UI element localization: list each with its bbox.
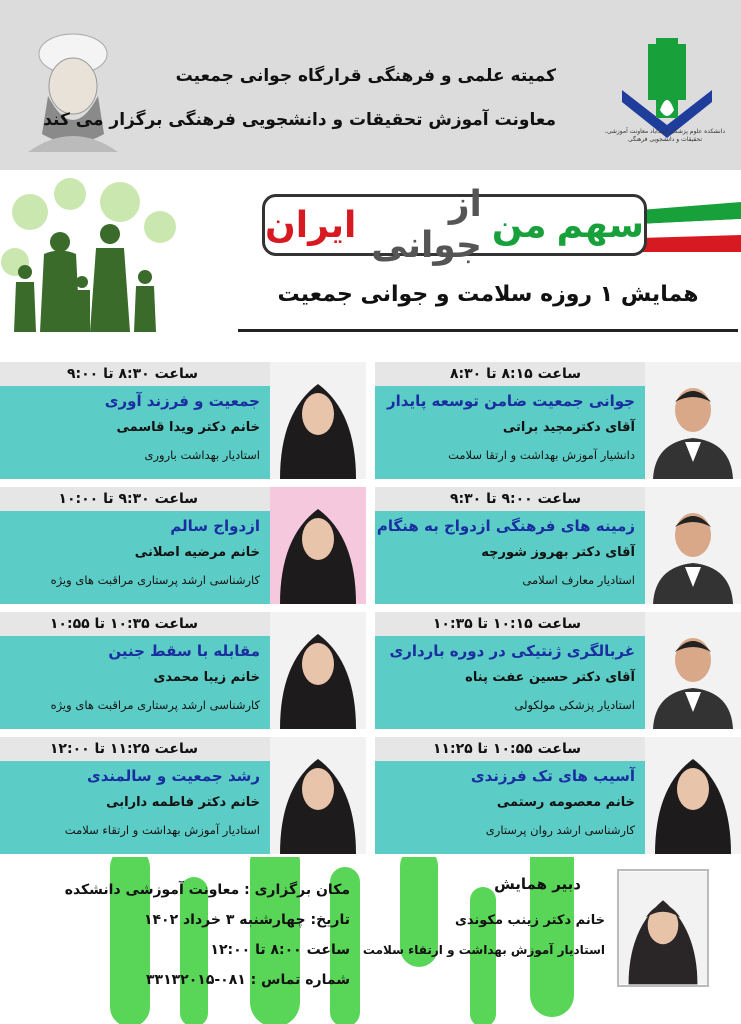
speaker-photo: [270, 737, 366, 854]
speaker-photo: [645, 737, 741, 854]
person-photo-icon: [645, 362, 741, 479]
logo-caption: دانشکده علوم پزشکی اسدآباد معاونت آموزشی، تحقیقات و دانشجویی فرهنگی: [604, 128, 726, 143]
footer: [0, 857, 741, 1024]
secretary-role: استادیار آموزش بهداشت و ارتقاء سلامت: [362, 943, 605, 957]
slogan-word-4: ایران: [265, 204, 357, 246]
session-card: [0, 362, 366, 479]
session-title: جوانی جمعیت ضامن توسعه پایدار: [387, 392, 635, 410]
session-title: ازدواج سالم: [170, 517, 260, 535]
speaker-photo: [645, 612, 741, 729]
slogan-word-1: سهم: [556, 204, 644, 246]
session-speaker: خانم دکتر فاطمه دارابی: [106, 795, 260, 810]
date-text: تاریخ: چهارشنبه ۳ خرداد ۱۴۰۲: [143, 912, 350, 928]
person-photo-icon: [270, 612, 366, 729]
session-time: ساعت ۹:۰۰ تا ۹:۳۰: [375, 487, 741, 511]
session-time: ساعت ۹:۳۰ تا ۱۰:۰۰: [0, 487, 366, 511]
person-photo-icon: [645, 737, 741, 854]
session-card: [375, 362, 741, 479]
session-card: [375, 612, 741, 729]
family-silhouette-icon: [0, 172, 185, 357]
session-speaker: آقای دکتر بهروز شورچه: [481, 545, 635, 560]
session-time: ساعت ۸:۳۰ تا ۹:۰۰: [0, 362, 366, 386]
secretary-heading: دبیر همایش: [494, 875, 581, 893]
venue-text: مکان برگزاری : معاونت آموزشی دانشکده: [64, 882, 350, 898]
session-time: ساعت ۱۰:۵۵ تا ۱۱:۲۵: [375, 737, 741, 761]
session-card: [0, 487, 366, 604]
event-details: [60, 875, 350, 995]
session-title: زمینه های فرهنگی ازدواج به هنگام: [376, 517, 635, 535]
session-speaker-role: کارشناسی ارشد پرستاری مراقبت های ویژه: [50, 573, 260, 587]
person-photo-icon: [619, 871, 707, 985]
session-speaker-role: استادیار پزشکی مولکولی: [514, 698, 635, 712]
session-speaker-role: دانشیار آموزش بهداشت و ارتقا سلامت: [448, 448, 635, 462]
person-photo-icon: [645, 487, 741, 604]
session-title: مقابله با سقط جنین: [108, 642, 260, 660]
secretary-photo: [617, 869, 709, 987]
session-time: ساعت ۸:۱۵ تا ۸:۳۰: [375, 362, 741, 386]
session-title: جمعیت و فرزند آوری: [104, 392, 260, 410]
session-speaker: آقای دکتر حسین عفت پناه: [465, 670, 635, 685]
conference-title: همایش ۱ روزه سلامت و جوانی جمعیت: [277, 282, 699, 307]
session-speaker: خانم معصومه رستمی: [496, 795, 635, 810]
phone-text: شماره تماس : ۰۸۱-۳۳۱۳۲۰۱۵: [146, 972, 350, 988]
session-card: [0, 612, 366, 729]
speaker-photo: [270, 362, 366, 479]
secretary-name: خانم دکتر زینب مکوندی: [454, 913, 605, 928]
person-photo-icon: [270, 362, 366, 479]
iran-flag-icon: [640, 202, 741, 254]
person-photo-icon: [270, 487, 366, 604]
header: [0, 0, 741, 170]
person-photo-icon: [645, 612, 741, 729]
session-speaker-role: استادیار بهداشت باروری: [144, 448, 260, 462]
banner: [0, 172, 741, 357]
header-host: معاونت آموزش تحقیقات و دانشجویی فرهنگی برگزار می کند: [43, 110, 556, 130]
slogan-word-2: من: [491, 204, 547, 246]
hours-text: ساعت ۸:۰۰ تا ۱۲:۰۰: [210, 942, 350, 958]
session-speaker: خانم دکتر ویدا قاسمی: [116, 420, 260, 435]
session-title: رشد جمعیت و سالمندی: [87, 767, 260, 785]
title-underline: [238, 329, 738, 332]
session-title: آسیب های تک فرزندی: [470, 767, 635, 785]
session-speaker: آقای دکترمجید براتی: [502, 420, 635, 435]
session-speaker-role: استادیار معارف اسلامی: [522, 573, 635, 587]
header-organizer: کمیته علمی و فرهنگی قرارگاه جوانی جمعیت: [175, 66, 556, 86]
slogan-word-3: از جوانی: [371, 184, 482, 266]
speaker-photo: [645, 362, 741, 479]
session-speaker-role: استادیار آموزش بهداشت و ارتقاء سلامت: [64, 823, 260, 837]
session-speaker: خانم زیبا محمدی: [153, 670, 260, 685]
session-speaker: خانم مرضیه اصلانی: [134, 545, 260, 560]
speaker-photo: [645, 487, 741, 604]
session-speaker-role: کارشناسی ارشد پرستاری مراقبت های ویژه: [50, 698, 260, 712]
speaker-photo: [270, 612, 366, 729]
portrait-sketch-icon: [18, 24, 128, 152]
session-time: ساعت ۱۰:۱۵ تا ۱۰:۳۵: [375, 612, 741, 636]
slogan-box: [262, 184, 647, 266]
session-card: [375, 737, 741, 854]
session-title: غربالگری ژنتیکی در دوره بارداری: [389, 642, 635, 660]
session-speaker-role: کارشناسی ارشد روان پرستاری: [485, 823, 635, 837]
session-card: [375, 487, 741, 604]
session-card: [0, 737, 366, 854]
person-photo-icon: [270, 737, 366, 854]
session-time: ساعت ۱۰:۳۵ تا ۱۰:۵۵: [0, 612, 366, 636]
session-time: ساعت ۱۱:۲۵ تا ۱۲:۰۰: [0, 737, 366, 761]
speaker-photo: [270, 487, 366, 604]
